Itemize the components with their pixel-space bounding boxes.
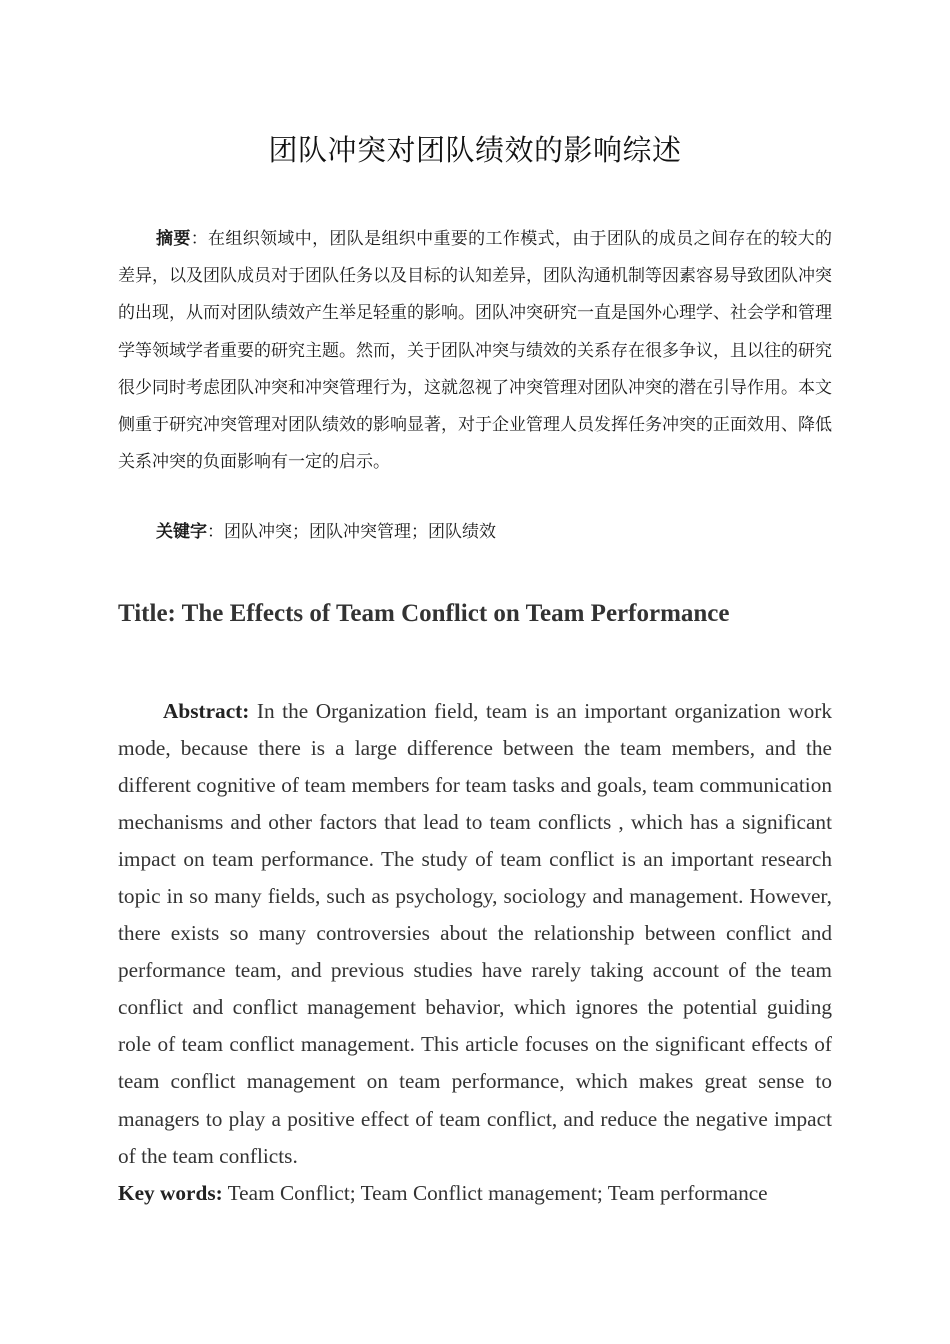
english-abstract-label: Abstract: bbox=[163, 699, 250, 723]
chinese-keywords-label: 关键字 bbox=[156, 522, 207, 542]
chinese-abstract-label: 摘要 bbox=[156, 229, 191, 249]
chinese-abstract-separator: ： bbox=[190, 229, 209, 249]
chinese-keywords-separator: ： bbox=[207, 522, 224, 542]
english-abstract-text: In the Organization field, team is an important organization work mode, because there is a large difference between the team members, and the different cognitive of team members for team tasks and goals, team communication mechanisms and other factors that lead to team conflicts , which has a significant impact on team performance. The study of team conflict is an important research topic in so many fields, such as psychology, sociology and management. However, there exists so many controversies about the relationship between conflict and performance team, and previous studies have rarely taking account of the team conflict and conflict management behavior, which ignores the potential guiding role of team conflict management. This article focuses on the significant effects of team conflict management on team performance, which makes great sense to managers to play a positive effect of team conflict, and reduce the negative impact of the team conflicts. bbox=[118, 699, 832, 1168]
english-abstract bbox=[118, 693, 832, 1175]
chinese-abstract-text: 在组织领域中，团队是组织中重要的工作模式，由于团队的成员之间存在的较大的差异，以及团队成员对于团队任务以及目标的认知差异，团队沟通机制等因素容易导致团队冲突的出现，从而对团队绩效产生举足轻重的影响。团队冲突研究一直是国外心理学、社会学和管理学等领域学者重要的研究主题。然而，关于团队冲突与绩效的关系存在很多争议，且以往的研究很少同时考虑团队冲突和冲突管理行为，这就忽视了冲突管理对团队冲突的潜在引导作用。本文侧重于研究冲突管理对团队绩效的影响显著，对于企业管理人员发挥任务冲突的正面效用、降低关系冲突的负面影响有一定的启示。 bbox=[118, 229, 833, 473]
chinese-title: 团队冲突对团队绩效的影响综述 bbox=[268, 133, 682, 167]
english-keywords-label: Key words: bbox=[118, 1181, 223, 1205]
chinese-abstract bbox=[118, 221, 832, 481]
english-keywords-text: Team Conflict; Team Conflict management; Team performance bbox=[227, 1181, 768, 1205]
chinese-keywords-text: 团队冲突；团队冲突管理；团队绩效 bbox=[224, 522, 496, 542]
english-title: Title: The Effects of Team Conflict on Team Performance bbox=[118, 600, 730, 627]
english-keywords bbox=[118, 1175, 832, 1212]
chinese-keywords bbox=[118, 514, 832, 551]
